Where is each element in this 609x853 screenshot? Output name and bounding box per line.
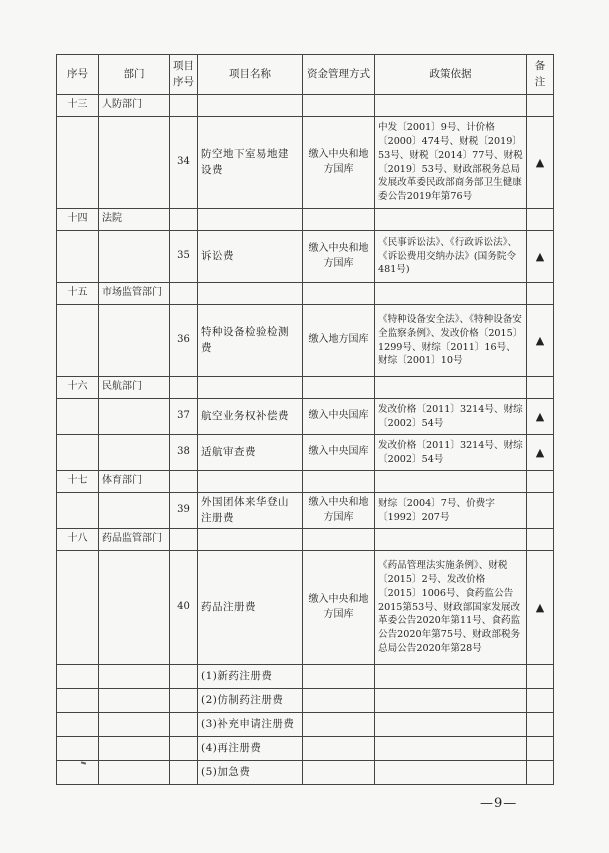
item-no: 38 [170,435,198,471]
dept-seq: 十四 [57,209,99,231]
item-no: 39 [170,493,198,529]
sub-item-name: (5)加急费 [198,761,303,785]
header-item-no [170,55,198,95]
page-number: —9— [480,796,518,811]
sub-item-row [57,689,554,713]
item-name: 诉讼费 [198,231,303,283]
dept-row [57,95,554,117]
item-note-mark: ▲ [527,305,554,377]
item-fund-mgmt: 缴入中央国库 [303,435,375,471]
header-item-no-line2: 序号 [173,75,194,88]
dept-name: 人防部门 [99,95,170,117]
item-row [57,117,554,209]
item-policy: 发改价格〔2011〕3214号、财综〔2002〕54号 [375,435,527,471]
item-note-mark: ▲ [527,117,554,209]
dept-row [57,529,554,551]
item-row [57,305,554,377]
dept-name: 市场监管部门 [99,283,170,305]
dept-seq: 十三 [57,95,99,117]
item-name: 防空地下室易地建设费 [198,117,303,209]
dept-seq: 十六 [57,377,99,399]
header-row [57,55,554,95]
dept-row [57,377,554,399]
item-policy: 中发〔2001〕9号、计价格〔2000〕474号、财税〔2019〕53号、财税〔2014〕77号、财税〔2019〕53号、财政部税务总局发展改革委民政部商务部卫生健康委公告2019年第76号 [375,117,527,209]
dept-name: 法院 [99,209,170,231]
item-row [57,399,554,435]
item-note-mark: ▲ [527,435,554,471]
dept-seq: 十七 [57,471,99,493]
dept-name: 体育部门 [99,471,170,493]
sub-item-name: (3)补充申请注册费 [198,713,303,737]
item-row [57,231,554,283]
sub-item-row [57,713,554,737]
item-fund-mgmt: 缴入中央和地方国库 [303,231,375,283]
item-row [57,493,554,529]
item-row [57,435,554,471]
dept-seq: 十八 [57,529,99,551]
sub-item-name: (1)新药注册费 [198,665,303,689]
item-policy: 发改价格〔2011〕3214号、财综〔2002〕54号 [375,399,527,435]
item-name: 特种设备检验检测费 [198,305,303,377]
header-fund-mgmt: 资金管理方式 [303,55,375,95]
item-policy: 《特种设备安全法》、《特种设备安全监察条例》、发改价格〔2015〕1299号、财综〔2011〕16号、财综〔2001〕10号 [375,305,527,377]
item-no: 34 [170,117,198,209]
header-item-no-line1: 项目 [173,60,194,73]
header-seq: 序号 [57,55,99,95]
fee-table [56,54,554,785]
dept-name: 民航部门 [99,377,170,399]
item-policy: 财综〔2004〕7号、价费字〔1992〕207号 [375,493,527,529]
item-no: 37 [170,399,198,435]
item-no: 36 [170,305,198,377]
item-fund-mgmt: 缴入地方国库 [303,305,375,377]
dept-name: 药品监管部门 [99,529,170,551]
sub-item-row [57,665,554,689]
header-note: 备注 [527,55,554,95]
dept-seq: 十五 [57,283,99,305]
item-name: 药品注册费 [198,551,303,665]
sub-item-name: (4)再注册费 [198,737,303,761]
item-policy: 《药品管理法实施条例》、财税〔2015〕2号、发改价格〔2015〕1006号、食药监公告2015第53号、财政部国家发展改革委公告2020年第11号、食药监公告2020年第75号、财政部税务总局公告2020年第28号 [375,551,527,665]
sub-item-row [57,737,554,761]
dept-row [57,283,554,305]
item-note-mark: ▲ [527,399,554,435]
item-no: 35 [170,231,198,283]
item-name: 适航审查费 [198,435,303,471]
item-fund-mgmt: 缴入中央和地方国库 [303,117,375,209]
item-note-mark [527,493,554,529]
item-fund-mgmt: 缴入中央和地方国库 [303,551,375,665]
dept-row [57,471,554,493]
item-row [57,551,554,665]
item-note-mark: ▲ [527,231,554,283]
item-note-mark: ▲ [527,551,554,665]
sub-item-row [57,761,554,785]
item-name: 外国团体来华登山注册费 [198,493,303,529]
sub-item-name: (2)仿制药注册费 [198,689,303,713]
item-name: 航空业务权补偿费 [198,399,303,435]
item-no: 40 [170,551,198,665]
header-policy: 政策依据 [375,55,527,95]
dept-row [57,209,554,231]
item-fund-mgmt: 缴入中央国库 [303,399,375,435]
header-dept: 部门 [99,55,170,95]
header-item-name: 项目名称 [198,55,303,95]
item-fund-mgmt: 缴入中央和地方国库 [303,493,375,529]
item-policy: 《民事诉讼法》、《行政诉讼法》、《诉讼费用交纳办法》(国务院令481号) [375,231,527,283]
